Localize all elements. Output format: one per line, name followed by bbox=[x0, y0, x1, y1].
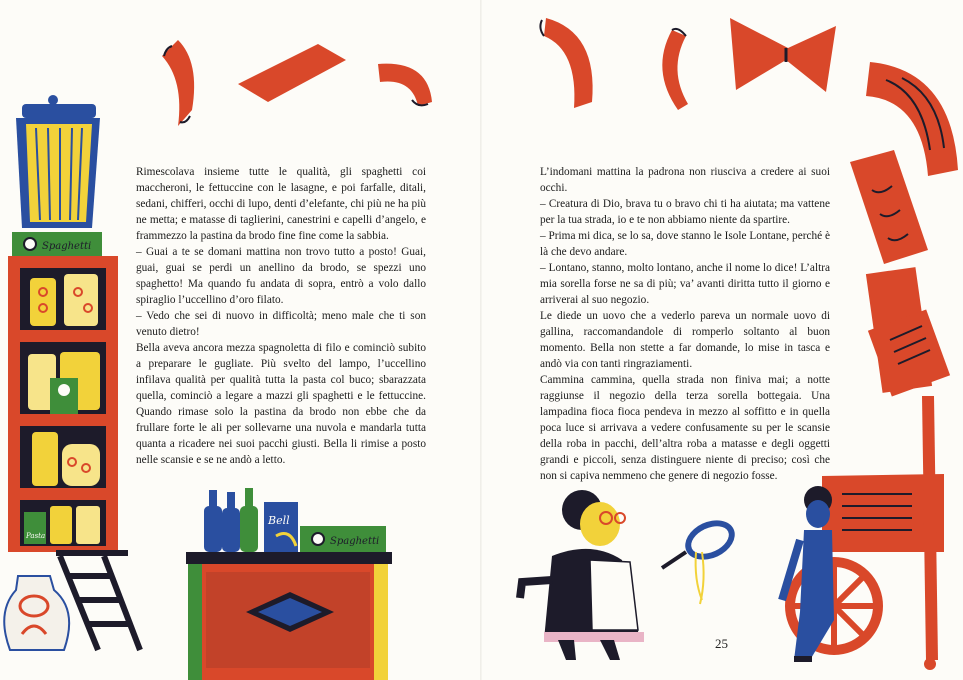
paragraph: Cammina cammina, quella strada non finiva mai; a notte raggiunse il negozio della terza sorella bottegaia. Una lampadina fioca fioca pendeva in mezzo al soffitto e in quella poca luce si arrivava a vedere confusamente su per le scansie della roba in pacchi, dell’altra roba a matasse e degli oggetti grandi e piccoli, senza distinguere niente di preciso; così che non si capiva nemmeno che genere di negozio fosse. bbox=[540, 374, 830, 482]
paragraph: – Prima mi dica, se lo sa, dove stanno le Isole Lontane, perché è là che devo andare. bbox=[540, 230, 830, 258]
left-page bbox=[0, 0, 481, 680]
page-number: 25 bbox=[715, 636, 728, 651]
maccheroni-pasta-icon bbox=[162, 40, 194, 126]
right-page bbox=[482, 0, 963, 680]
paragraph: L’indomani mattina la padrona non riusciva a credere ai suoi occhi. bbox=[540, 166, 830, 194]
paragraph: – Lontano, stanno, molto lontano, anche il nome lo dice! L’altra mia sorella forse ne sa di più; va’ avanti diritta tutto il giorno e arriverai al suo negozio. bbox=[540, 262, 830, 306]
small-box-label: Pasta bbox=[26, 532, 46, 540]
farfalle-pasta-icon bbox=[730, 18, 836, 92]
right-page-text bbox=[540, 164, 830, 484]
maccheroni-pasta-icon bbox=[540, 18, 592, 108]
pantry-shelf-icon bbox=[8, 256, 118, 552]
shopkeeper-woman-icon bbox=[520, 490, 644, 660]
paragraph: Bella aveva ancora mezza spagnoletta di filo e cominciò subito a preparare le gugliate. Più svelto del lampo, l’uccellino infilava qualità per qualità tutta la pasta col buco; sbarazzata quella, cominciò a legare a mazzi gli spaghetti e le fettuccine. Quando rimase solo la pastina da brodo non ebbe che da frullare forte le ali per sollevarne una nuvola e mandarla tutta quanta a ricadere nei suoi pacchi giusti. Bella li rimise a posto nelle scansie e se ne andò a letto. bbox=[136, 342, 426, 466]
shop-counter-icon bbox=[186, 552, 392, 680]
paragraph: Rimescolava insieme tutte le qualità, gli spaghetti coi maccheroni, le fettuccine con le lasagne, e poi farfalle, ditali, sedani, chifferi, occhi di lupo, denti d’elefante, chi più ne ha più ne metta; e matasse di taglierini, canestrini e capelli d’angelo, e frammezzo la pastina da brodo fine fine come la sabbia. bbox=[136, 166, 426, 242]
walking-woman-icon bbox=[782, 486, 834, 662]
paragraph: – Creatura di Dio, brava tu o bravo chi ti ha aiutata; ma vattene per la tua strada, io e te non abbiamo niente da spartire. bbox=[540, 198, 830, 226]
colander-icon bbox=[662, 513, 741, 604]
rigatoni-pasta-icon bbox=[378, 64, 432, 106]
spaghetti-box-counter-icon bbox=[300, 526, 386, 552]
counter-box-label: Spaghetti bbox=[330, 536, 380, 547]
spaghetti-box-icon bbox=[12, 232, 102, 256]
blue-carton-label: Bell bbox=[268, 514, 290, 527]
paragraph: Le diede un uovo che a vederlo pareva un normale uovo di gallina, raccomandandole di romperlo soltanto al buon momento. Bella non stette a far domande, lo mise in tasca e andò via con tanti ringraziamenti. bbox=[540, 310, 830, 370]
paragraph: – Guai a te se domani mattina non trovo tutto a posto! Guai, guai, guai se perdi un anellino da brodo, se spezzi uno spaghetto! Ma quando fu andata di sopra, entrò a volo dallo spiraglio l’uccellino d’oro filato. bbox=[136, 246, 426, 306]
left-page-text bbox=[136, 164, 426, 468]
paragraph: – Vedo che sei di nuovo in difficoltà; meno male che ti son venuto dietro! bbox=[136, 310, 426, 338]
penne-pasta-icon bbox=[238, 44, 346, 102]
rigatoni-tube-icon bbox=[850, 150, 928, 264]
spaghetti-jar-icon bbox=[16, 95, 100, 228]
shelf-box-label: Spaghetti bbox=[42, 241, 92, 252]
bottle-icon bbox=[204, 488, 258, 552]
decorated-vase-icon bbox=[4, 576, 69, 650]
rigatoni-pasta-icon bbox=[662, 29, 688, 110]
milk-carton-icon bbox=[264, 502, 298, 552]
